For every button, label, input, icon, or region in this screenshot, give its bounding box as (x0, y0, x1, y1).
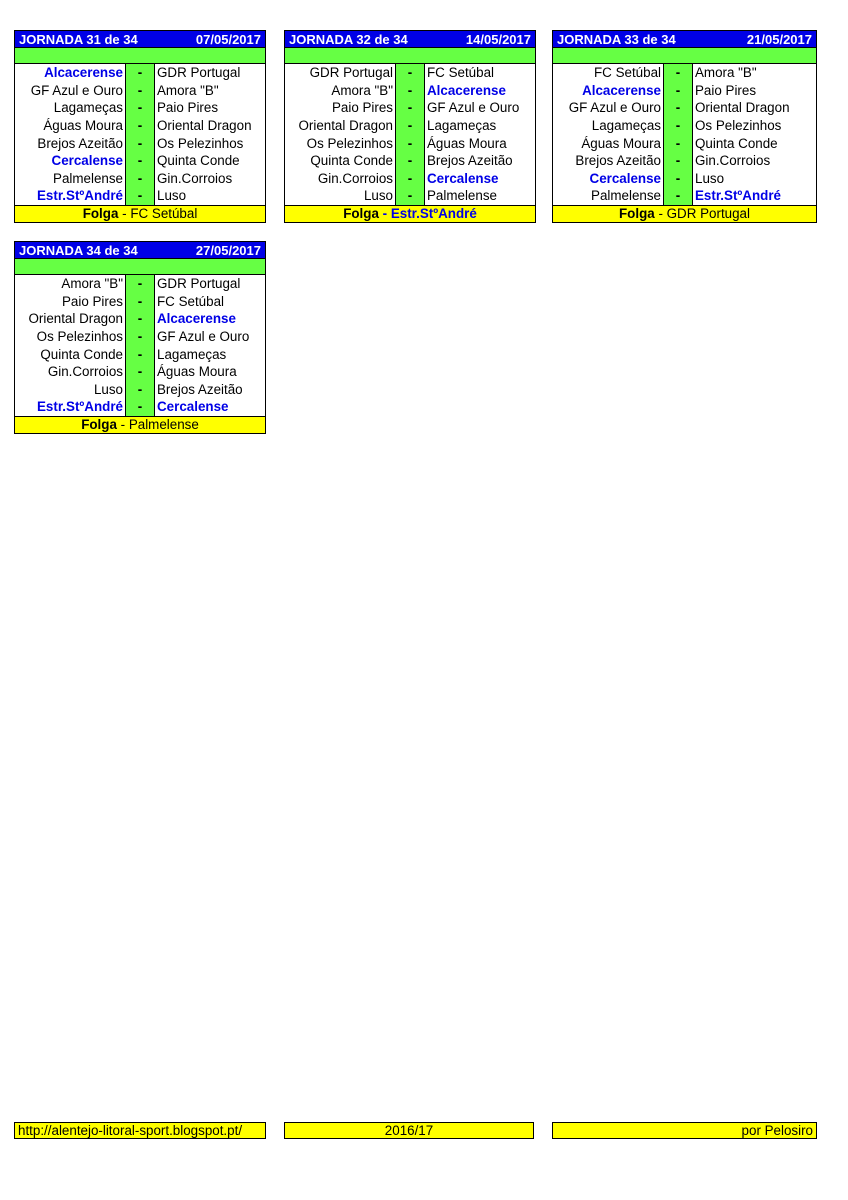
home-team: Gin.Corroios (47, 364, 123, 380)
bye-row (552, 206, 817, 223)
round-title: JORNADA 32 de 34 (289, 31, 408, 47)
round-header (14, 241, 266, 259)
home-team: Cercalense (589, 170, 661, 186)
bye-separator: - (118, 205, 131, 221)
match-separator: - (137, 364, 143, 380)
bye-label: Folga (82, 205, 119, 221)
away-team: Lagameças (157, 346, 227, 362)
bye-row (284, 206, 536, 223)
match-row (15, 134, 265, 152)
home-team: Estr.StºAndré (37, 399, 123, 415)
match-row (285, 99, 535, 117)
match-separator: - (137, 311, 143, 327)
round-header (14, 30, 266, 48)
away-team: Oriental Dragon (157, 118, 252, 134)
home-team: Alcacerense (44, 65, 123, 81)
home-team: Brejos Azeitão (575, 153, 661, 169)
home-team: Oriental Dragon (298, 118, 393, 134)
home-team: Luso (363, 188, 393, 204)
home-team: Estr.StºAndré (37, 188, 123, 204)
match-row (15, 381, 265, 399)
home-team: Oriental Dragon (28, 311, 123, 327)
bye-row (14, 417, 266, 434)
match-row (15, 363, 265, 381)
bye-team: FC Setúbal (130, 205, 198, 221)
away-team: Amora "B" (157, 82, 219, 98)
match-row (15, 275, 265, 293)
match-separator: - (137, 276, 143, 292)
match-separator: - (137, 153, 143, 169)
away-team: GDR Portugal (157, 276, 241, 292)
match-separator: - (137, 170, 143, 186)
match-row (553, 82, 816, 100)
away-team: Os Pelezinhos (157, 135, 244, 151)
round-title: JORNADA 34 de 34 (19, 242, 138, 258)
away-team: Gin.Corroios (695, 153, 771, 169)
match-separator: - (137, 293, 143, 309)
away-team: Alcacerense (427, 82, 506, 98)
away-team: Amora "B" (695, 65, 757, 81)
match-row (15, 293, 265, 311)
match-row (15, 64, 265, 82)
match-separator: - (137, 346, 143, 362)
match-list (14, 275, 266, 417)
match-separator: - (675, 170, 681, 186)
home-team: Amora "B" (331, 82, 393, 98)
away-team: GF Azul e Ouro (157, 329, 250, 345)
round-34 (14, 241, 266, 434)
match-separator: - (137, 135, 143, 151)
bye-team: GDR Portugal (666, 205, 750, 221)
bye-separator: - (378, 205, 391, 221)
match-row (285, 187, 535, 205)
round-date: 07/05/2017 (195, 31, 261, 47)
match-separator: - (407, 100, 413, 116)
match-separator: - (675, 118, 681, 134)
home-team: Quinta Conde (40, 346, 123, 362)
match-separator: - (407, 135, 413, 151)
green-band (284, 48, 536, 64)
green-band (552, 48, 817, 64)
match-row (15, 117, 265, 135)
match-separator: - (407, 118, 413, 134)
round-32 (284, 30, 536, 223)
match-separator: - (675, 188, 681, 204)
match-row (553, 117, 816, 135)
bye-separator: - (116, 416, 129, 432)
footer-season (284, 1122, 534, 1139)
footer-author (552, 1122, 817, 1139)
match-separator: - (675, 100, 681, 116)
match-row (553, 134, 816, 152)
match-separator: - (407, 153, 413, 169)
bye-label: Folga (619, 205, 655, 221)
home-team: Alcacerense (582, 82, 661, 98)
match-row (553, 170, 816, 188)
match-row (285, 152, 535, 170)
match-separator: - (675, 135, 681, 151)
match-row (285, 170, 535, 188)
match-separator: - (675, 65, 681, 81)
away-team: Os Pelezinhos (695, 118, 782, 134)
match-row (15, 82, 265, 100)
match-separator: - (407, 65, 413, 81)
bye-label: Folga (343, 205, 379, 221)
home-team: Palmelense (53, 170, 123, 186)
green-band (14, 48, 266, 64)
match-separator: - (137, 381, 143, 397)
match-separator: - (137, 329, 143, 345)
home-team: GDR Portugal (309, 65, 393, 81)
match-row (15, 170, 265, 188)
bye-separator: - (654, 205, 667, 221)
match-row (285, 82, 535, 100)
away-team: Quinta Conde (157, 153, 240, 169)
match-row (15, 152, 265, 170)
match-list (14, 64, 266, 206)
match-separator: - (675, 153, 681, 169)
round-date: 27/05/2017 (195, 242, 261, 258)
away-team: FC Setúbal (427, 65, 494, 81)
home-team: GF Azul e Ouro (568, 100, 661, 116)
match-row (15, 345, 265, 363)
home-team: Palmelense (591, 188, 661, 204)
match-row (285, 117, 535, 135)
match-row (15, 398, 265, 416)
match-separator: - (137, 188, 143, 204)
away-team: Brejos Azeitão (157, 381, 243, 397)
match-separator: - (407, 82, 413, 98)
away-team: Cercalense (427, 170, 499, 186)
away-team: Águas Moura (157, 364, 237, 380)
home-team: Paio Pires (61, 293, 123, 309)
home-team: Luso (93, 381, 123, 397)
home-team: Quinta Conde (310, 153, 393, 169)
match-row (553, 187, 816, 205)
away-team: Brejos Azeitão (427, 153, 513, 169)
home-team: Gin.Corroios (317, 170, 393, 186)
away-team: Alcacerense (157, 311, 236, 327)
match-list (284, 64, 536, 206)
away-team: Paio Pires (695, 82, 757, 98)
away-team: Luso (157, 188, 187, 204)
away-team: GDR Portugal (157, 65, 241, 81)
home-team: Lagameças (53, 100, 123, 116)
home-team: Águas Moura (581, 135, 661, 151)
bye-team: Estr.StºAndré (390, 205, 477, 221)
match-separator: - (137, 399, 143, 415)
round-title: JORNADA 31 de 34 (19, 31, 138, 47)
round-date: 14/05/2017 (465, 31, 531, 47)
footer-url-text: http://alentejo-litoral-sport.blogspot.pt/ (18, 1123, 243, 1138)
home-team: Cercalense (51, 153, 123, 169)
round-header (552, 30, 817, 48)
bye-row (14, 206, 266, 223)
away-team: Águas Moura (427, 135, 507, 151)
bye-team: Palmelense (128, 416, 199, 432)
away-team: Gin.Corroios (157, 170, 233, 186)
home-team: Brejos Azeitão (37, 135, 123, 151)
away-team: Cercalense (157, 399, 229, 415)
footer-url[interactable] (14, 1122, 266, 1139)
home-team: Águas Moura (43, 118, 123, 134)
round-header (284, 30, 536, 48)
home-team: Amora "B" (61, 276, 123, 292)
away-team: Oriental Dragon (695, 100, 790, 116)
away-team: Lagameças (427, 118, 497, 134)
away-team: Estr.StºAndré (695, 188, 781, 204)
home-team: Os Pelezinhos (36, 329, 123, 345)
match-separator: - (137, 100, 143, 116)
away-team: GF Azul e Ouro (427, 100, 520, 116)
home-team: Os Pelezinhos (306, 135, 393, 151)
home-team: Paio Pires (331, 100, 393, 116)
away-team: Paio Pires (157, 100, 219, 116)
green-band (14, 259, 266, 275)
away-team: Palmelense (427, 188, 497, 204)
away-team: Luso (695, 170, 725, 186)
footer-season-text: 2016/17 (384, 1123, 434, 1138)
round-31 (14, 30, 266, 223)
round-title: JORNADA 33 de 34 (557, 31, 676, 47)
match-separator: - (407, 170, 413, 186)
match-separator: - (137, 118, 143, 134)
round-33 (552, 30, 817, 223)
match-row (553, 152, 816, 170)
match-row (15, 310, 265, 328)
match-row (15, 99, 265, 117)
away-team: FC Setúbal (157, 293, 224, 309)
match-row (15, 328, 265, 346)
match-separator: - (407, 188, 413, 204)
match-separator: - (137, 82, 143, 98)
match-row (15, 187, 265, 205)
match-row (553, 64, 816, 82)
match-separator: - (675, 82, 681, 98)
match-row (285, 134, 535, 152)
match-separator: - (137, 65, 143, 81)
home-team: FC Setúbal (594, 65, 661, 81)
away-team: Quinta Conde (695, 135, 778, 151)
home-team: GF Azul e Ouro (30, 82, 123, 98)
round-date: 21/05/2017 (746, 31, 812, 47)
match-row (285, 64, 535, 82)
bye-label: Folga (81, 416, 117, 432)
match-list (552, 64, 817, 206)
footer-author-text: por Pelosiro (741, 1123, 813, 1138)
match-row (553, 99, 816, 117)
home-team: Lagameças (591, 118, 661, 134)
